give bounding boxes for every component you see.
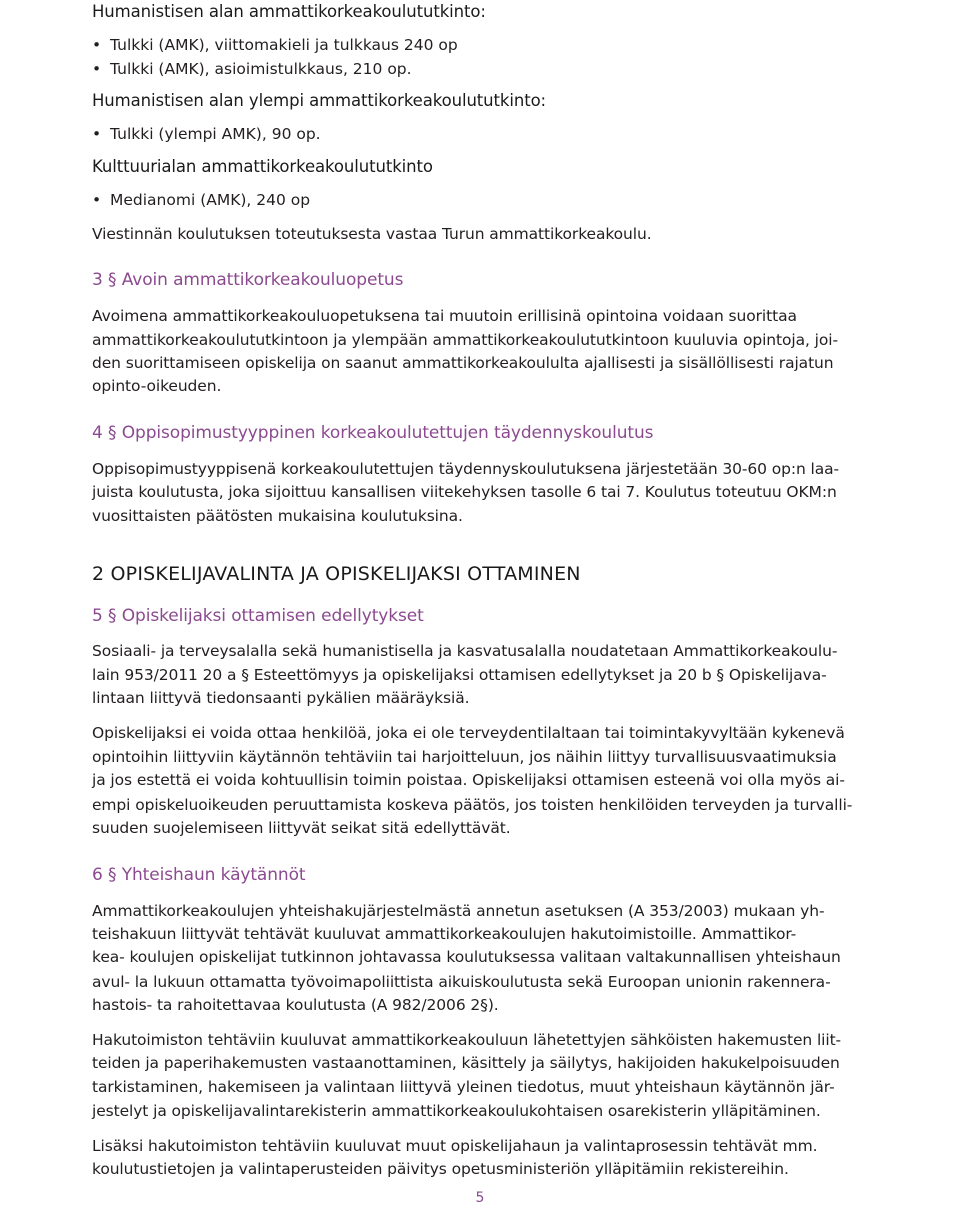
paragraph-line: empi opiskeluoikeuden peruuttamista koskeva päätös, jos toisten henkilöiden terveyden ja turvalli- — [92, 796, 853, 814]
note-turun-amk: Viestinnän koulutuksen toteutuksesta vastaa Turun ammattikorkeakoulu. — [92, 225, 652, 243]
paragraph-line: avul- la lukuun ottamatta työvoimapoliittista aikuiskoulutusta sekä Euroopan unionin rakennera- — [92, 973, 831, 991]
paragraph-line: lain 953/2011 20 a § Esteettömyys ja opiskelijaksi ottamisen edellytykset ja 20 b § Opiskelijava- — [92, 666, 827, 684]
list-item: • Tulkki (AMK), asioimistulkkaus, 210 op. — [92, 60, 412, 78]
paragraph-line: Avoimena ammattikorkeakouluopetuksena tai muutoin erillisinä opintoina voidaan suorittaa — [92, 307, 797, 325]
heading-kulttuuriala: Kulttuurialan ammattikorkeakoulututkinto — [92, 157, 433, 176]
heading-humanistinen-amk: Humanistisen alan ammattikorkeakoulututkinto: — [92, 2, 486, 21]
paragraph-line: kea- koulujen opiskelijat tutkinnon johtavassa koulutuksessa valitaan valtakunnallisen yhteishaun — [92, 948, 841, 966]
section-heading-5: 5 § Opiskelijaksi ottamisen edellytykset — [92, 606, 424, 626]
paragraph-line: Sosiaali- ja terveysalalla sekä humanistisella ja kasvatusalalla noudatetaan Ammattikorkeakoulu- — [92, 642, 838, 660]
paragraph-line: vuosittaisten päätösten mukaisina koulutuksina. — [92, 507, 463, 525]
paragraph-line: hastois- ta rahoitettavaa koulutusta (A 982/2006 2§). — [92, 996, 499, 1014]
paragraph-line: Ammattikorkeakoulujen yhteishakujärjestelmästä annetun asetuksen (A 353/2003) mukaan yh- — [92, 902, 825, 920]
bullet-icon: • — [92, 125, 102, 143]
bullet-icon: • — [92, 191, 102, 209]
paragraph-line: ja jos estettä ei voida kohtuullisin toimin poistaa. Opiskelijaksi ottamisen esteenä voi olla myös ai- — [92, 771, 845, 789]
paragraph-line: Opiskelijaksi ei voida ottaa henkilöä, joka ei ole terveydentilaltaan tai toimintakyvyltään kykenevä — [92, 724, 845, 742]
paragraph-line: opintoihin liittyviin käytännön tehtäviin tai harjoitteluun, jos näihin liittyy turvallisuusvaatimuksia — [92, 748, 837, 766]
paragraph-line: Lisäksi hakutoimiston tehtäviin kuuluvat muut opiskelijahaun ja valintaprosessin tehtävät mm. — [92, 1137, 818, 1155]
list-item: • Tulkki (AMK), viittomakieli ja tulkkaus 240 op — [92, 36, 458, 54]
section-heading-6: 6 § Yhteishaun käytännöt — [92, 865, 306, 885]
paragraph-line: juista koulutusta, joka sijoittuu kansallisen viitekehyksen tasolle 6 tai 7. Koulutus toteutuu OKM:n — [92, 483, 837, 501]
paragraph-line: Oppisopimustyyppisenä korkeakoulutettujen täydennyskoulutuksena järjestetään 30-60 op:n laa- — [92, 460, 840, 478]
page-number: 5 — [475, 1190, 485, 1206]
paragraph-line: Hakutoimiston tehtäviin kuuluvat ammattikorkeakouluun lähetettyjen sähköisten hakemusten liit- — [92, 1031, 842, 1049]
paragraph-line: teiden ja paperihakemusten vastaanottaminen, käsittely ja säilytys, hakijoiden hakukelpoisuuden — [92, 1054, 840, 1072]
paragraph-line: opinto-oikeuden. — [92, 377, 222, 395]
list-item: • Tulkki (ylempi AMK), 90 op. — [92, 125, 321, 143]
paragraph-line: suuden suojelemiseen liittyvät seikat sitä edellyttävät. — [92, 819, 511, 837]
bullet-icon: • — [92, 60, 102, 78]
paragraph-line: tarkistaminen, hakemiseen ja valintaan liittyvä yleinen tiedotus, muut yhteishaun käytännön jär- — [92, 1078, 835, 1096]
paragraph-line: koulutustietojen ja valintaperusteiden päivitys opetusministeriön ylläpitämiin rekistereihin. — [92, 1160, 789, 1178]
section-heading-4: 4 § Oppisopimustyyppinen korkeakoulutettujen täydennyskoulutus — [92, 423, 654, 443]
paragraph-line: den suorittamiseen opiskelija on saanut ammattikorkeakoululta ajallisesti ja sisällöllisesti rajatun — [92, 354, 834, 372]
paragraph-line: jestelyt ja opiskelijavalintarekisterin ammattikorkeakoulukohtaisen osarekisterin ylläpitäminen. — [92, 1102, 821, 1120]
bullet-icon: • — [92, 36, 102, 54]
paragraph-line: ammattikorkeakoulututkintoon ja ylempään ammattikorkeakoulututkintoon kuuluvia opintoja, joi- — [92, 331, 838, 349]
paragraph-line: lintaan liittyvä tiedonsaanti pykälien määräyksiä. — [92, 689, 470, 707]
section-heading-3: 3 § Avoin ammattikorkeakouluopetus — [92, 270, 404, 290]
chapter-heading-2: 2 OPISKELIJAVALINTA JA OPISKELIJAKSI OTTAMINEN — [92, 563, 581, 585]
heading-humanistinen-ylempi: Humanistisen alan ylempi ammattikorkeakoulututkinto: — [92, 91, 547, 110]
list-item: • Medianomi (AMK), 240 op — [92, 191, 311, 209]
paragraph-line: teishakuun liittyvät tehtävät kuuluvat ammattikorkeakoulujen hakutoimistoille. Ammattikor- — [92, 925, 797, 943]
